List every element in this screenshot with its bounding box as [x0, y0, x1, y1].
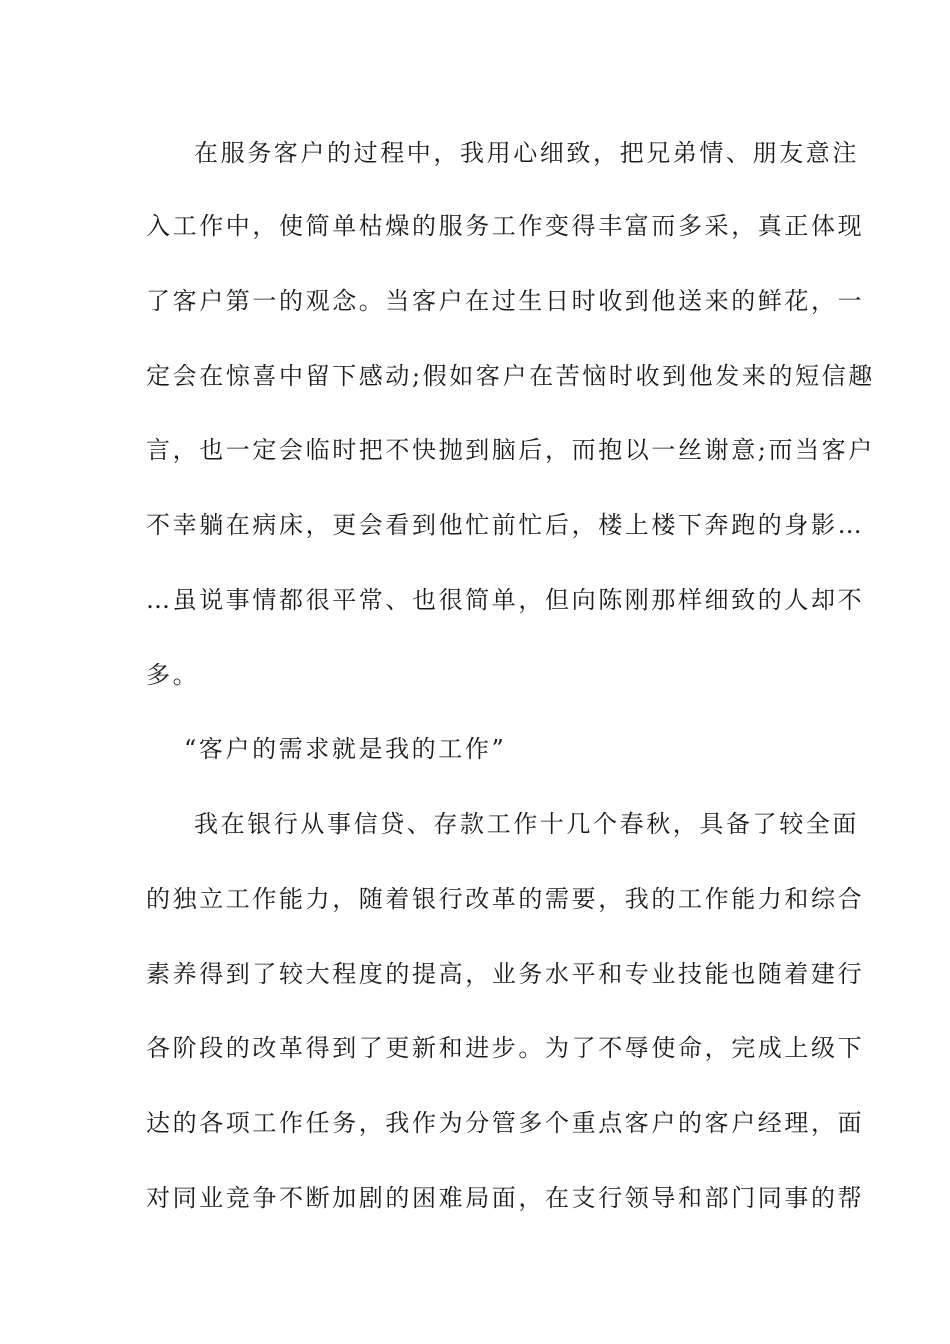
paragraph-1-line-6: 不幸躺在病床，更会看到他忙前忙后，楼上楼下奔跑的身影… [146, 511, 865, 539]
paragraph-2-line-3: 素养得到了较大程度的提高，业务水平和专业技能也随着建行 [146, 960, 865, 988]
paragraph-2-line-4: 各阶段的改革得到了更新和进步。为了不辱使命，完成上级下 [146, 1034, 865, 1062]
paragraph-2-line-5: 达的各项工作任务，我作为分管多个重点客户的客户经理，面 [146, 1109, 865, 1137]
paragraph-1-line-2: 入工作中，使简单枯燥的服务工作变得丰富而多采，真正体现 [146, 212, 865, 240]
paragraph-1-line-8: 多。 [146, 661, 200, 689]
paragraph-2-line-2: 的独立工作能力，随着银行改革的需要，我的工作能力和综合 [146, 885, 865, 913]
paragraph-1-line-7: …虽说事情都很平常、也很简单，但向陈刚那样细致的人却不 [146, 586, 865, 614]
paragraph-1-line-5: 言，也一定会临时把不快抛到脑后，而抱以一丝谢意;而当客户 [146, 436, 875, 464]
paragraph-2-line-6: 对同业竞争不断加剧的困难局面，在支行领导和部门同事的帮 [146, 1184, 865, 1212]
paragraph-2-line-1: 我在银行从事信贷、存款工作十几个春秋，具备了较全面 [194, 810, 859, 838]
paragraph-1-line-1: 在服务客户的过程中，我用心细致，把兄弟情、朋友意注 [194, 139, 859, 167]
paragraph-1-line-3: 了客户第一的观念。当客户在过生日时收到他送来的鲜花，一 [146, 287, 865, 315]
section-heading: “客户的需求就是我的工作” [184, 735, 507, 763]
paragraph-1-line-4: 定会在惊喜中留下感动;假如客户在苦恼时收到他发来的短信趣 [146, 362, 875, 390]
